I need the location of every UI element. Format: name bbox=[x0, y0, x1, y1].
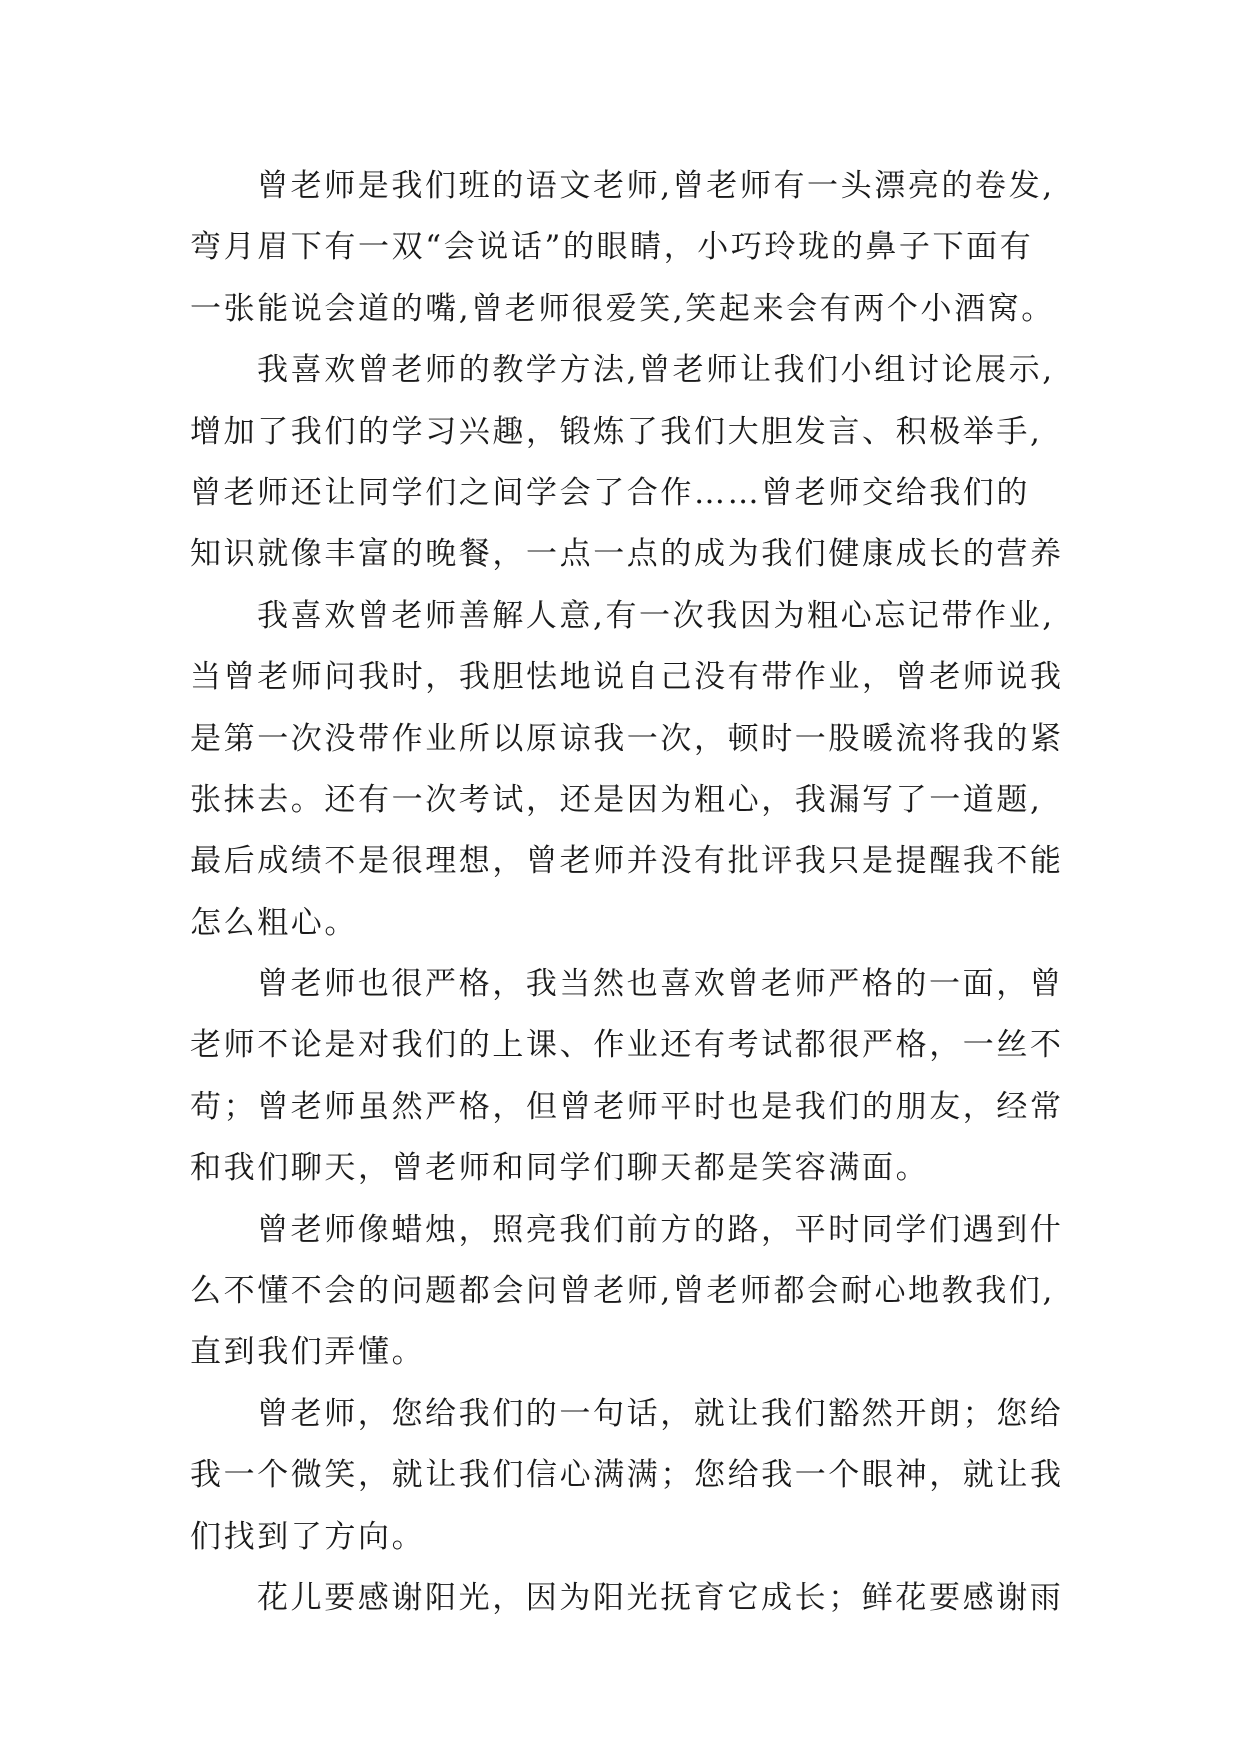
text-line: 曾老师像蜡烛，照亮我们前方的路，平时同学们遇到什 bbox=[257, 1211, 1064, 1248]
text-line: 老师不论是对我们的上课、作业还有考试都很严格，一丝不 bbox=[190, 1027, 1064, 1064]
text-line: 么不懂不会的问题都会问曾老师,曾老师都会耐心地教我们, bbox=[190, 1273, 1055, 1310]
text-line: 当曾老师问我时，我胆怯地说自己没有带作业，曾老师说我 bbox=[190, 659, 1064, 696]
text-line: 曾老师，您给我们的一句话，就让我们豁然开朗；您给 bbox=[257, 1395, 1064, 1432]
text-line: 弯月眉下有一双“会说话”的眼睛，小巧玲珑的鼻子下面有 bbox=[190, 229, 1034, 266]
text-line: 花儿要感谢阳光，因为阳光抚育它成长；鲜花要感谢雨 bbox=[257, 1579, 1064, 1616]
text-line: 曾老师是我们班的语文老师,曾老师有一头漂亮的卷发, bbox=[257, 168, 1055, 204]
text-line: 们找到了方向。 bbox=[190, 1518, 426, 1555]
text-line: 我喜欢曾老师善解人意,有一次我因为粗心忘记带作业, bbox=[257, 597, 1055, 634]
text-line: 一张能说会道的嘴,曾老师很爱笑,笑起来会有两个小酒窝。 bbox=[190, 290, 1055, 327]
text-line: 知识就像丰富的晚餐，一点一点的成为我们健康成长的营养 bbox=[190, 536, 1064, 573]
text-line: 苟；曾老师虽然严格，但曾老师平时也是我们的朋友，经常 bbox=[190, 1088, 1064, 1125]
essay-body bbox=[190, 156, 1080, 1629]
text-line: 张抹去。还有一次考试，还是因为粗心，我漏写了一道题, bbox=[190, 781, 1043, 818]
text-line: 曾老师还让同学们之间学会了合作……曾老师交给我们的 bbox=[190, 474, 1030, 511]
text-line: 是第一次没带作业所以原谅我一次，顿时一股暖流将我的紧 bbox=[190, 720, 1064, 757]
text-line: 我喜欢曾老师的教学方法,曾老师让我们小组讨论展示, bbox=[257, 352, 1055, 389]
text-line: 最后成绩不是很理想，曾老师并没有批评我只是提醒我不能 bbox=[190, 843, 1064, 880]
text-line: 曾老师也很严格，我当然也喜欢曾老师严格的一面，曾 bbox=[257, 966, 1064, 1003]
text-line: 直到我们弄懂。 bbox=[190, 1334, 426, 1371]
text-line: 我一个微笑，就让我们信心满满；您给我一个眼神，就让我 bbox=[190, 1457, 1064, 1494]
text-line: 和我们聊天，曾老师和同学们聊天都是笑容满面。 bbox=[190, 1150, 930, 1187]
text-line: 怎么粗心。 bbox=[190, 904, 358, 941]
text-line: 增加了我们的学习兴趣，锻炼了我们大胆发言、积极举手, bbox=[190, 413, 1043, 450]
